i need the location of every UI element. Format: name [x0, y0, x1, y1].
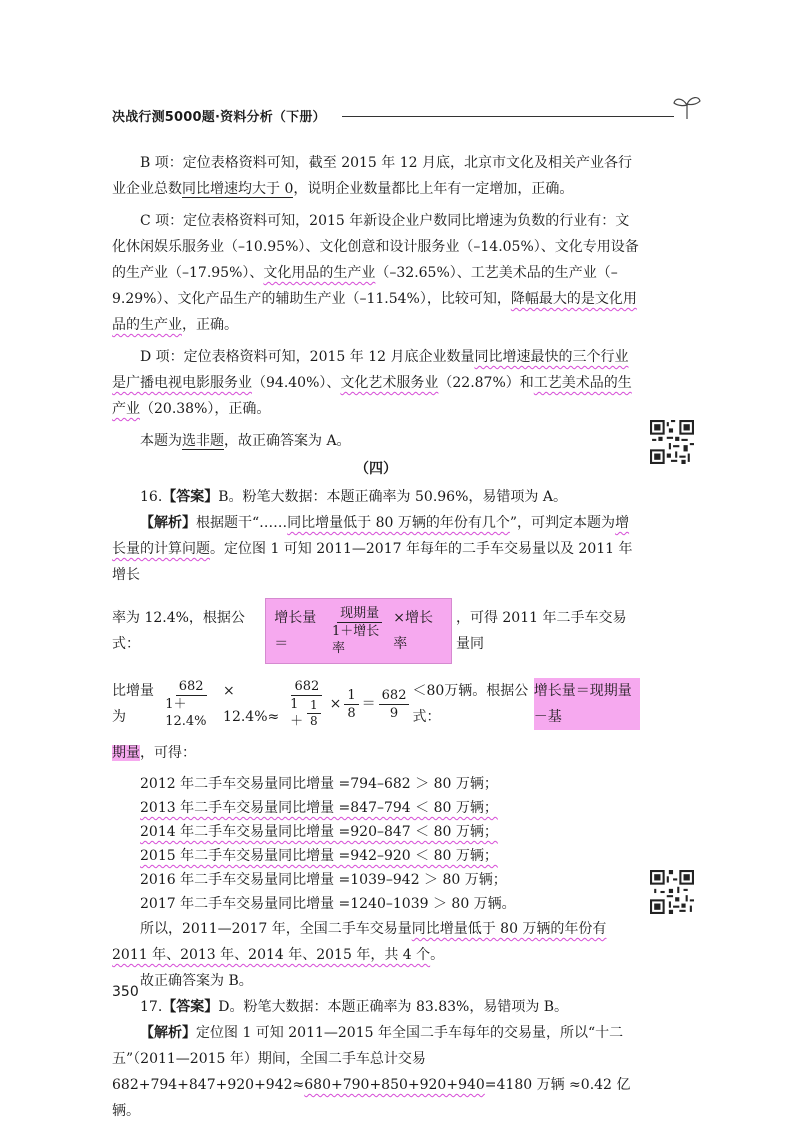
fraction: 682 1＋ $\frac{1}{8}$ [287, 678, 327, 730]
fraction: $\frac{682}{9}$ [379, 687, 410, 722]
q16-explanation: 【解析】根据题干“……同比增量低于 80 万辆的年份有几个”，可判定本题为增长量的计算问题。定位图 1 可知 2011—2017 年每年的二手车交易量以及 2011 年增长 [112, 515, 633, 583]
section-title: （四） [355, 461, 397, 477]
fraction: $\frac{\text{现期量}}{\text{1＋增长率}}$ [329, 605, 390, 657]
running-header [112, 104, 702, 128]
list-item: 2014 年二手车交易量同比增量 =920–847 ＜ 80 万辆； [140, 824, 498, 840]
fraction: $\frac{1}{8}$ [307, 698, 321, 729]
paragraph-b: B 项：定位表格资料可知，截至 2015 年 12 月底，北京市文化及相关产业各行业企业总数同比增速均大于 0，说明企业数量都比上年有一定增加，正确。 [112, 155, 632, 197]
q16-final: 故正确答案为 B。 [140, 973, 253, 989]
list-item: 2012 年二手车交易量同比增量 =794–682 ＞ 80 万辆； [140, 776, 498, 792]
sprout-icon [672, 94, 702, 120]
q16-formula-cont: 期量，可得： [112, 745, 196, 761]
q16-summary: 所以，2011—2017 年，全国二手车交易量同比增量低于 80 万辆的年份有 2011 年、2013 年、2014 年、2015 年，共 4 个。 [112, 921, 607, 963]
paragraph-d: D 项：定位表格资料可知，2015 年 12 月底企业数量同比增速最快的三个行业是广播电视电影服务业（94.40%）、文化艺术服务业（22.87%）和工艺美术品的生产业（20.38%），正确。 [112, 349, 632, 417]
q17-explanation: 【解析】定位图 1 可知 2011—2015 年全国二手车每年的交易量，所以“十二五”（2011—2015 年）期间，全国二手车总计交易 682+794+847+920+942≈680+790+850+920+940=4180 万辆 ≈0.42 亿辆。 [112, 1025, 631, 1119]
header-title: 决战行测5000题·资料分析（下册） [112, 110, 326, 125]
page-body [112, 150, 640, 1124]
q16-formula-row: 率为 12.4%，根据公式： 增长量＝ $\frac{\text{现期量}}{\text{1＋增长率}}$ ×增长率 ，可得 2011 年二手车交易量同 [112, 598, 640, 664]
list-item: 2013 年二手车交易量同比增量 =847–794 ＜ 80 万辆； [140, 800, 498, 816]
highlight-formula: 增长量＝现期量－基 [534, 678, 640, 730]
q16-answer: 16.【答案】B。粉笔大数据：本题正确率为 50.96%，易错项为 A。 [140, 489, 567, 505]
fraction: $\frac{1}{8}$ [344, 687, 358, 722]
list-item: 2017 年二手车交易量同比增量 =1240–1039 ＞ 80 万辆。 [140, 896, 516, 912]
paragraph-c: C 项：定位表格资料可知，2015 年新设企业户数同比增速为负数的行业有：文化休闲娱乐服务业（–10.95%）、文化创意和设计服务业（–14.05%）、文化专用设备的生产业（–17.95%）、文化用品的生产业（–32.65%）、工艺美术品的生产业（–9.29%）、文化产品生产的辅助生产业（–11.54%），比较可知，降幅最大的是文化用品的生产业，正确。 [112, 213, 639, 333]
q16-calc-list [112, 772, 640, 916]
qr-code-icon[interactable] [650, 870, 694, 914]
paragraph-conclusion: 本题为选非题，故正确答案为 A。 [140, 433, 351, 449]
list-item: 2016 年二手车交易量同比增量 =1039–942 ＞ 80 万辆； [140, 872, 507, 888]
growth-formula: 增长量＝ $\frac{\text{现期量}}{\text{1＋增长率}}$ ×增长率 [265, 598, 452, 664]
list-item: 2015 年二手车交易量同比增量 =942–920 ＜ 80 万辆； [140, 848, 498, 864]
page-number: 350 [112, 984, 139, 1000]
fraction: $\frac{682}{1+12.4\%}$ [165, 679, 207, 729]
q17-answer: 17.【答案】D。粉笔大数据：本题正确率为 83.83%，易错项为 B。 [140, 999, 569, 1015]
q16-calc-row: 比增量为 $\frac{682}{1+12.4\%}$ × 12.4%≈ 682 1＋ $\frac{1}{8}$ × $\frac{1}{8}$ ＝ $\frac{682}{9}$ ＜80万辆。根据公式： 增长量＝现期量－基 [112, 678, 640, 730]
header-rule [342, 116, 674, 117]
qr-code-icon[interactable] [650, 420, 694, 464]
